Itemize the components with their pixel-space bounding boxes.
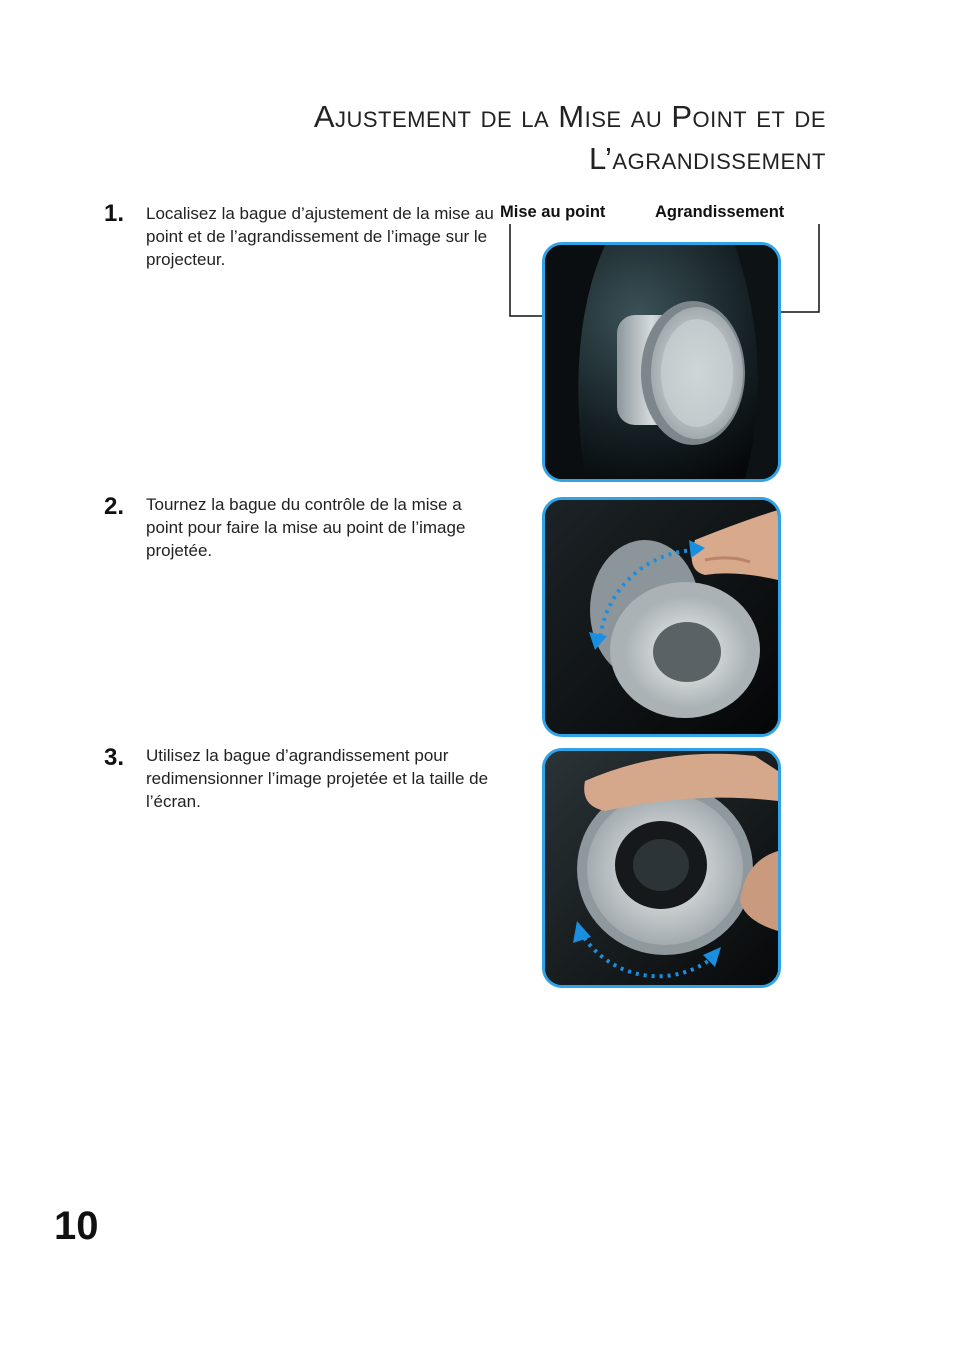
page-title-line-1: Ajustement de la Mise au Point et de xyxy=(313,99,826,134)
zoom-adjust-photo xyxy=(542,748,781,988)
step-1-text: Localisez la bague d’ajustement de la mise au point et de l’agrandissement de l’image sur le projecteur. xyxy=(146,204,494,269)
lens-rings-photo xyxy=(542,242,781,482)
step-3-text: Utilisez la bague d’agrandissement pour redimensionner l’image projetée et la taille de l’écran. xyxy=(146,746,489,811)
step-3-number: 3. xyxy=(104,744,125,771)
zoom-ring-label: Agrandissement xyxy=(655,203,785,221)
page-number: 10 xyxy=(54,1204,99,1248)
step-2-number: 2. xyxy=(104,493,125,520)
page-title xyxy=(206,96,826,180)
focus-adjust-photo xyxy=(542,497,781,737)
step-2-text: Tournez la bague du contrôle de la mise a point pour faire la mise au point de l’image projetée. xyxy=(146,495,466,560)
focus-ring-label: Mise au point xyxy=(500,203,606,221)
page-title-line-2: L’agrandissement xyxy=(588,141,826,176)
step-1-number: 1. xyxy=(104,200,125,227)
